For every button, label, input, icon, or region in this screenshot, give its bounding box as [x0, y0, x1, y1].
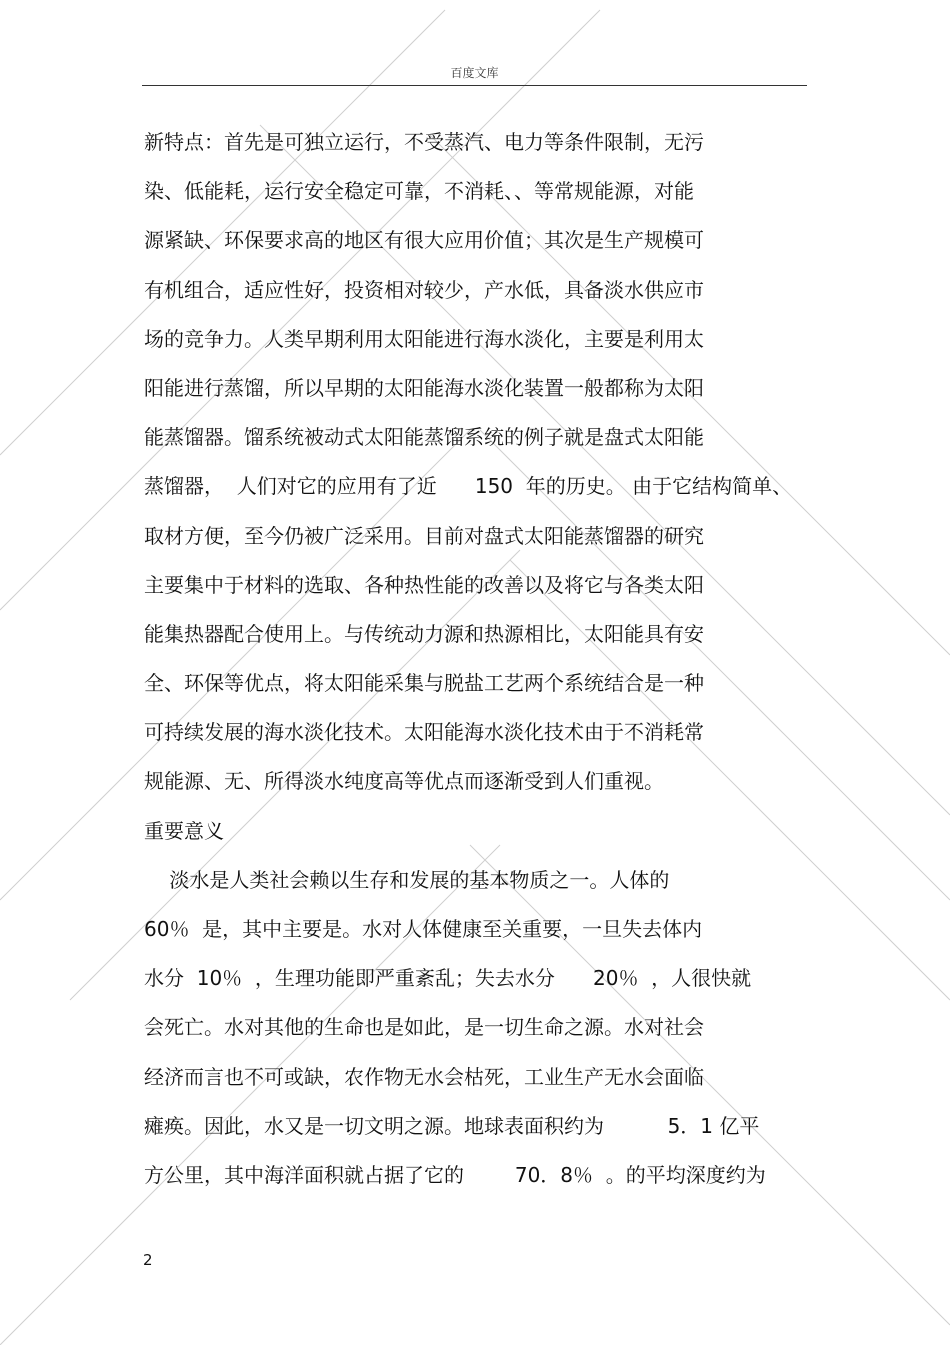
text-line: 方公里，其中海洋面积就占据了它的 70．8％ 。的平均深度约为 — [144, 1162, 766, 1187]
text-line: 全、环保等优点，将太阳能采集与脱盐工艺两个系统结合是一种 — [144, 671, 704, 696]
page-header-title: 百度文库 — [450, 66, 499, 80]
text-line: 蒸馏器， 人们对它的应用有了近 150 年的历史。 由于它结构简单、 — [144, 474, 793, 499]
text-line: 场的竞争力。人类早期利用太阳能进行海水淡化，主要是利用太 — [144, 326, 704, 351]
section-heading: 重要意义 — [144, 818, 224, 843]
document-body — [144, 122, 844, 1204]
text-line: 瘫痪。因此，水又是一切文明之源。地球表面积约为 5．1 亿平 — [144, 1113, 760, 1138]
text-line: 新特点：首先是可独立运行，不受蒸汽、电力等条件限制，无污 — [144, 130, 704, 154]
text-line: 可持续发展的海水淡化技术。太阳能海水淡化技术由于不消耗常 — [144, 720, 704, 745]
text-line: 规能源、无、所得淡水纯度高等优点而逐渐受到人们重视。 — [144, 769, 664, 794]
text-line: 阳能进行蒸馏，所以早期的太阳能海水淡化装置一般都称为太阳 — [144, 375, 704, 400]
text-line: 染、低能耗，运行安全稳定可靠，不消耗、、等常规能源，对能 — [144, 179, 694, 204]
header-divider — [142, 85, 807, 86]
text-line: 有机组合，适应性好，投资相对较少，产水低，具备淡水供应市 — [144, 277, 704, 302]
text-line: 源紧缺、环保要求高的地区有很大应用价值；其次是生产规模可 — [144, 228, 704, 253]
page-number: 2 — [143, 1251, 153, 1269]
text-line: 经济而言也不可或缺，农作物无水会枯死，工业生产无水会面临 — [144, 1064, 704, 1089]
text-line: 能集热器配合使用上。与传统动力源和热源相比，太阳能具有安 — [144, 621, 704, 646]
text-line: 能蒸馏器。馏系统被动式太阳能蒸馏系统的例子就是盘式太阳能 — [144, 425, 704, 450]
text-line: 主要集中于材料的选取、各种热性能的改善以及将它与各类太阳 — [144, 572, 704, 597]
text-line: 淡水是人类社会赖以生存和发展的基本物质之一。人体的 — [144, 867, 670, 892]
text-line: 60％ 是，其中主要是。水对人体健康至关重要，一旦失去体内 — [144, 917, 703, 941]
text-line: 取材方便，至今仍被广泛采用。目前对盘式太阳能蒸馏器的研究 — [144, 523, 704, 548]
text-line: 会死亡。水对其他的生命也是如此，是一切生命之源。水对社会 — [144, 1015, 704, 1040]
text-line: 水分 10％ ，生理功能即严重紊乱；失去水分 20％ ，人很快就 — [144, 966, 752, 991]
